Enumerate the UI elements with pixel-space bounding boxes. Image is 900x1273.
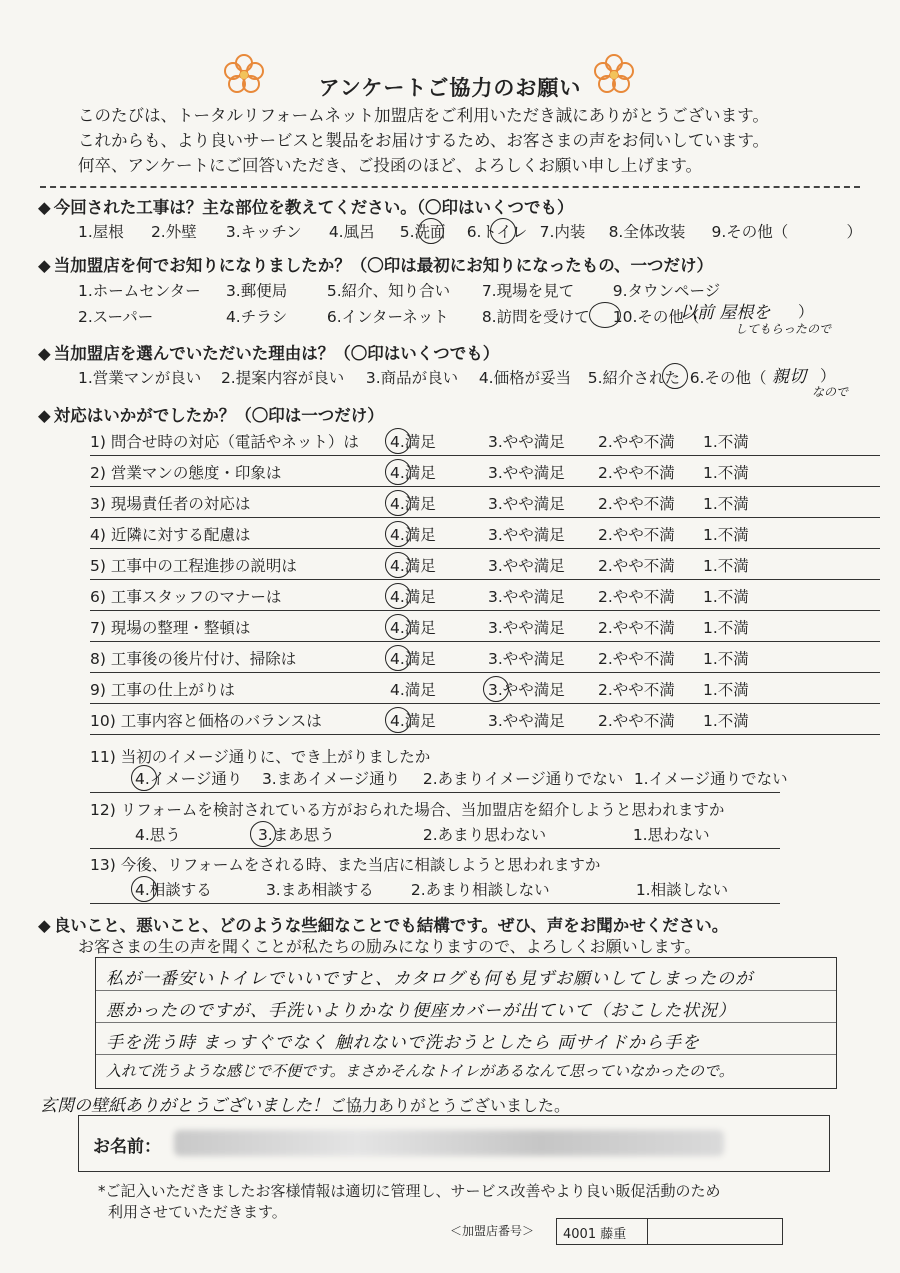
rating-option[interactable]: 3.やや満足 bbox=[488, 433, 565, 451]
comment-line: 手を洗う時 まっすぐでなく 触れないで洗おうとしたら 両サイドから手を bbox=[106, 1033, 701, 1053]
rating-option[interactable]: 2.やや不満 bbox=[598, 650, 675, 668]
handwritten-other: 以前 屋根を bbox=[680, 303, 771, 323]
selection-circle bbox=[385, 645, 411, 671]
rating-row bbox=[90, 643, 880, 673]
rating-row-label: 5) 工事中の工程進捗の説明は bbox=[90, 557, 297, 575]
rating-row-label: 7) 現場の整理・整頓は bbox=[90, 619, 251, 637]
options-recommend: 4.思う 3.まあ思う 2.あまり思わない 1.思わない bbox=[135, 826, 710, 844]
selection-circle bbox=[385, 490, 411, 516]
diamond-icon: ◆ bbox=[38, 916, 51, 935]
diamond-icon: ◆ bbox=[38, 256, 51, 275]
rating-option[interactable]: 1.不満 bbox=[703, 557, 749, 575]
rating-option[interactable]: 4.満足 bbox=[390, 650, 436, 668]
rating-option[interactable]: 2.やや不満 bbox=[598, 588, 675, 606]
rating-row-label: 3) 現場責任者の対応は bbox=[90, 495, 251, 513]
rating-option[interactable]: 2.やや不満 bbox=[598, 712, 675, 730]
options-work-area: 1.屋根 2.外壁 3.キッチン 4.風呂 5.洗面 6.トイレ 7.内装 8.全体改装 9.その他（ ） bbox=[78, 223, 862, 241]
diamond-icon: ◆ bbox=[38, 344, 51, 363]
selection-circle bbox=[385, 707, 411, 733]
divider bbox=[90, 903, 780, 904]
intro-text: このたびは、トータルリフォームネット加盟店をご利用いただき誠にありがとうございます。 これからも、より良いサービスと製品をお届けするため、お客さまの声をお伺いしています。 何卒、アンケートにご回答いただき、ご投函のほど、よろしくお願い申し上げます。 bbox=[78, 106, 770, 175]
rating-option[interactable]: 2.やや不満 bbox=[598, 557, 675, 575]
rating-option[interactable]: 4.満足 bbox=[390, 712, 436, 730]
rating-row bbox=[90, 488, 880, 518]
options-how-found-row2: 2.スーパー 4.チラシ 6.インターネット 8.訪問を受けて 10.その他（ bbox=[78, 308, 700, 326]
comments-prompt-sub: お客さまの生の声を聞くことが私たちの励みになりますので、よろしくお願いします。 bbox=[78, 937, 701, 956]
rating-option[interactable]: 2.やや不満 bbox=[598, 681, 675, 699]
rating-row bbox=[90, 426, 880, 456]
selection-circle bbox=[483, 676, 509, 702]
rating-option[interactable]: 2.やや不満 bbox=[598, 619, 675, 637]
question-work-area: ◆ 今回された工事は？主な部位を教えてください。（〇印はいくつでも） bbox=[38, 198, 574, 217]
rating-row bbox=[90, 581, 880, 611]
rating-row bbox=[90, 457, 880, 487]
selection-circle bbox=[385, 552, 411, 578]
selection-circle bbox=[490, 218, 516, 244]
rating-option[interactable]: 1.不満 bbox=[703, 464, 749, 482]
question-recommend: 12) リフォームを検討されている方がおられた場合、当加盟店を紹介しようと思われますか bbox=[90, 801, 725, 819]
rating-row-label: 10) 工事内容と価格のバランスは bbox=[90, 712, 322, 730]
comments-prompt: ◆ 良いこと、悪いこと、どのような些細なことでも結構です。ぜひ、声をお聞かせください。 bbox=[38, 916, 729, 935]
rating-option[interactable]: 2.やや不満 bbox=[598, 464, 675, 482]
diamond-icon: ◆ bbox=[38, 406, 51, 425]
selection-circle bbox=[250, 821, 276, 847]
rating-option[interactable]: 4.満足 bbox=[390, 557, 436, 575]
rating-option[interactable]: 1.不満 bbox=[703, 588, 749, 606]
rating-row bbox=[90, 519, 880, 549]
rating-option[interactable]: 3.やや満足 bbox=[488, 650, 565, 668]
rating-row-label: 4) 近隣に対する配慮は bbox=[90, 526, 251, 544]
comment-line: 悪かったのですが、手洗いよりかなり便座カバーが出ていて（おこした状況） bbox=[106, 1001, 736, 1021]
question-how-found: ◆ 当加盟店を何でお知りになりましたか？（〇印は最初にお知りになったもの、一つだけ） bbox=[38, 256, 714, 275]
rating-row bbox=[90, 612, 880, 642]
options-consult: 4.相談する 3.まあ相談する 2.あまり相談しない 1.相談しない bbox=[135, 881, 729, 899]
options-reason: 1.営業マンが良い 2.提案内容が良い 3.商品が良い 4.価格が妥当 5.紹介された 6.その他（ bbox=[78, 369, 767, 387]
rating-option[interactable]: 4.満足 bbox=[390, 495, 436, 513]
rating-option[interactable]: 3.やや満足 bbox=[488, 588, 565, 606]
dealer-label: ＜加盟店番号＞ bbox=[450, 1224, 535, 1238]
rating-row bbox=[90, 550, 880, 580]
diamond-icon: ◆ bbox=[38, 198, 51, 217]
selection-circle bbox=[589, 302, 621, 328]
selection-circle bbox=[385, 521, 411, 547]
rating-option[interactable]: 1.不満 bbox=[703, 526, 749, 544]
rating-option[interactable]: 2.やや不満 bbox=[598, 495, 675, 513]
rating-option[interactable]: 3.やや満足 bbox=[488, 619, 565, 637]
handwritten-other: 親切 bbox=[772, 367, 806, 387]
redacted-name bbox=[174, 1130, 724, 1156]
question-reason: ◆ 当加盟店を選んでいただいた理由は？（〇印はいくつでも） bbox=[38, 344, 500, 363]
comment-line: 入れて洗うような感じで不便です。まさかそんなトイレがあるなんて思っていなかったので。 bbox=[106, 1062, 734, 1080]
rating-row-label: 1) 問合せ時の対応（電話やネット）は bbox=[90, 433, 359, 451]
rating-row-label: 6) 工事スタッフのマナーは bbox=[90, 588, 282, 606]
rating-option[interactable]: 3.やや満足 bbox=[488, 464, 565, 482]
dealer-code-box bbox=[556, 1218, 783, 1245]
divider bbox=[90, 792, 780, 793]
rating-option[interactable]: 1.不満 bbox=[703, 495, 749, 513]
privacy-note-2: 利用させていただきます。 bbox=[108, 1203, 287, 1221]
rating-option[interactable]: 1.不満 bbox=[703, 712, 749, 730]
rating-option[interactable]: 2.やや不満 bbox=[598, 526, 675, 544]
divider bbox=[40, 186, 860, 188]
rating-option[interactable]: 4.満足 bbox=[390, 681, 436, 699]
question-service: ◆ 対応はいかがでしたか？（〇印は一つだけ） bbox=[38, 406, 384, 425]
comments-box[interactable] bbox=[95, 957, 837, 1089]
privacy-note: *ご記入いただきましたお客様情報は適切に管理し、サービス改善やより良い販促活動のため bbox=[98, 1182, 721, 1200]
handwritten-other-note: してもらったので bbox=[735, 322, 832, 336]
rating-option[interactable]: 4.満足 bbox=[390, 588, 436, 606]
rating-option[interactable]: 1.不満 bbox=[703, 650, 749, 668]
options-image: 4.イメージ通り 3.まあイメージ通り 2.あまりイメージ通りでない 1.イメージ通りでない bbox=[135, 770, 788, 788]
divider bbox=[90, 848, 780, 849]
comment-line: 私が一番安いトイレでいいですと、カタログも何も見ずお願いしてしまったのが bbox=[106, 969, 754, 989]
rating-option[interactable]: 3.やや満足 bbox=[488, 495, 565, 513]
rating-option[interactable]: 2.やや不満 bbox=[598, 433, 675, 451]
rating-option[interactable]: 1.不満 bbox=[703, 681, 749, 699]
rating-row-label: 2) 営業マンの態度・印象は bbox=[90, 464, 282, 482]
rating-option[interactable]: 3.やや満足 bbox=[488, 526, 565, 544]
selection-circle bbox=[385, 459, 411, 485]
rating-option[interactable]: 3.やや満足 bbox=[488, 557, 565, 575]
name-label: お名前： bbox=[93, 1137, 161, 1157]
thanks-text: ご協力ありがとうございました。 bbox=[330, 1096, 571, 1115]
page-title: アンケートご協力のお願い bbox=[318, 76, 582, 100]
rating-option[interactable]: 4.満足 bbox=[390, 526, 436, 544]
dealer-code: 4001 藤重 bbox=[563, 1227, 627, 1242]
rating-row-label: 8) 工事後の後片付け、掃除は bbox=[90, 650, 297, 668]
selection-circle bbox=[131, 765, 157, 791]
rating-option[interactable]: 4.満足 bbox=[390, 619, 436, 637]
selection-circle bbox=[385, 583, 411, 609]
rating-row-label: 9) 工事の仕上がりは bbox=[90, 681, 235, 699]
question-image: 11) 当初のイメージ通りに、でき上がりましたか bbox=[90, 748, 431, 766]
rating-option[interactable]: 4.満足 bbox=[390, 464, 436, 482]
handwritten-other-note: なので bbox=[812, 385, 849, 399]
options-how-found-row1: 1.ホームセンター 3.郵便局 5.紹介、知り合い 7.現場を見て 9.タウンページ bbox=[78, 282, 721, 300]
question-consult: 13) 今後、リフォームをされる時、また当店に相談しようと思われますか bbox=[90, 856, 601, 874]
handwritten-extra-comment: 玄関の壁紙ありがとうございました！ bbox=[40, 1096, 329, 1116]
rating-option[interactable]: 3.やや満足 bbox=[488, 681, 565, 699]
selection-circle bbox=[131, 876, 157, 902]
selection-circle bbox=[662, 363, 688, 389]
selection-circle bbox=[385, 614, 411, 640]
rating-row bbox=[90, 705, 880, 735]
selection-circle bbox=[418, 218, 444, 244]
rating-option[interactable]: 4.満足 bbox=[390, 433, 436, 451]
rating-option[interactable]: 3.やや満足 bbox=[488, 712, 565, 730]
name-field[interactable] bbox=[78, 1115, 830, 1172]
rating-option[interactable]: 1.不満 bbox=[703, 433, 749, 451]
selection-circle bbox=[385, 428, 411, 454]
rating-option[interactable]: 1.不満 bbox=[703, 619, 749, 637]
rating-row bbox=[90, 674, 880, 704]
